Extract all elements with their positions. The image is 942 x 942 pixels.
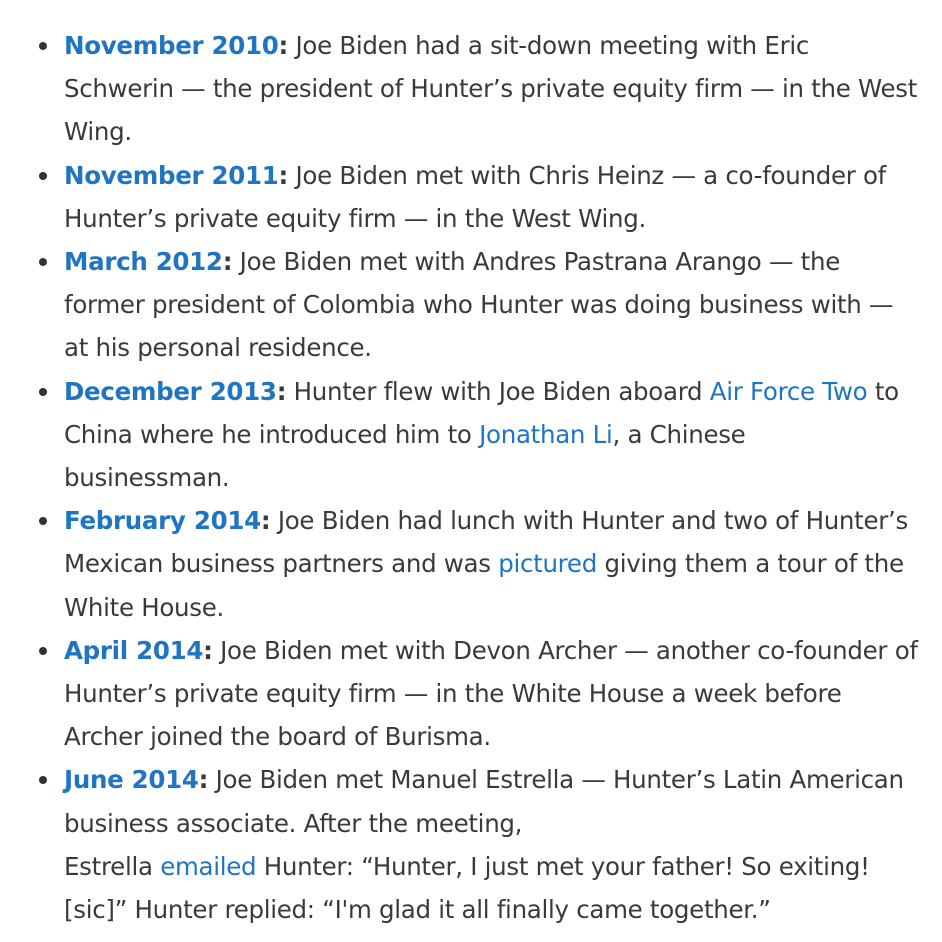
bullet-icon bbox=[39, 258, 47, 266]
date-separator: : bbox=[198, 765, 209, 795]
event-date: November 2010 bbox=[64, 31, 279, 60]
date-separator: : bbox=[278, 160, 289, 190]
event-description: Joe Biden had a sit-down meeting with Eric Schwerin — the president of Hunter’s private equity firm — in the West Wing. bbox=[64, 31, 918, 147]
date-separator: : bbox=[278, 31, 289, 60]
event-description: Hunter: “Hunter, I just met your father! So exiting! [sic]” Hunter replied: “I'm glad it all finally came together.” bbox=[64, 851, 870, 925]
event-description: giving them a tour of the White House. bbox=[64, 549, 904, 622]
event-date: March 2012 bbox=[64, 247, 223, 277]
event-description: , a Chinese businessman. bbox=[64, 419, 746, 493]
event-description: Joe Biden met with Chris Heinz — a co-founder of Hunter’s private equity firm — in the West Wing. bbox=[64, 160, 886, 233]
event-date: June 2014 bbox=[64, 765, 199, 795]
timeline-item bbox=[64, 370, 918, 500]
event-description: Estrella bbox=[64, 851, 161, 881]
bullet-icon bbox=[39, 517, 47, 525]
emailed-link[interactable]: emailed bbox=[160, 851, 257, 881]
jonathan-li-link[interactable]: Jonathan Li bbox=[479, 419, 613, 449]
event-description: Joe Biden met Manuel Estrella — Hunter’s Latin American business associate. After the meeting, bbox=[64, 765, 904, 838]
event-description: Joe Biden had lunch with Hunter and two of Hunter’s Mexican business partners and was bbox=[64, 506, 908, 579]
date-separator: : bbox=[260, 506, 271, 536]
date-separator: : bbox=[222, 247, 233, 277]
event-date: April 2014 bbox=[64, 635, 204, 665]
pictured-link[interactable]: pictured bbox=[498, 549, 597, 579]
date-separator: : bbox=[276, 376, 287, 406]
timeline-item bbox=[64, 24, 918, 154]
event-description: to China where he introduced him to bbox=[64, 376, 899, 449]
timeline-item bbox=[64, 154, 918, 240]
bullet-icon bbox=[39, 647, 47, 655]
bullet-icon bbox=[39, 172, 47, 180]
bullet-icon bbox=[39, 776, 47, 784]
event-description: Joe Biden met with Devon Archer — another co-founder of Hunter’s private equity firm — in the White House a week before Archer joined the board of Burisma. bbox=[64, 635, 918, 752]
event-date: November 2011 bbox=[64, 160, 279, 190]
event-description: Hunter flew with Joe Biden aboard bbox=[286, 376, 710, 406]
event-date: February 2014 bbox=[64, 506, 261, 536]
bullet-icon bbox=[39, 388, 47, 396]
air-force-two-link[interactable]: Air Force Two bbox=[709, 376, 868, 406]
timeline-item bbox=[64, 629, 918, 759]
timeline-item bbox=[64, 499, 918, 629]
event-description: Joe Biden met with Andres Pastrana Arango — the former president of Colombia who Hunter was doing business with — at his personal residence. bbox=[64, 247, 894, 363]
bullet-icon bbox=[39, 42, 47, 50]
timeline-item bbox=[64, 758, 918, 931]
event-date: December 2013 bbox=[64, 376, 277, 406]
timeline-item bbox=[64, 240, 918, 370]
date-separator: : bbox=[203, 635, 213, 665]
